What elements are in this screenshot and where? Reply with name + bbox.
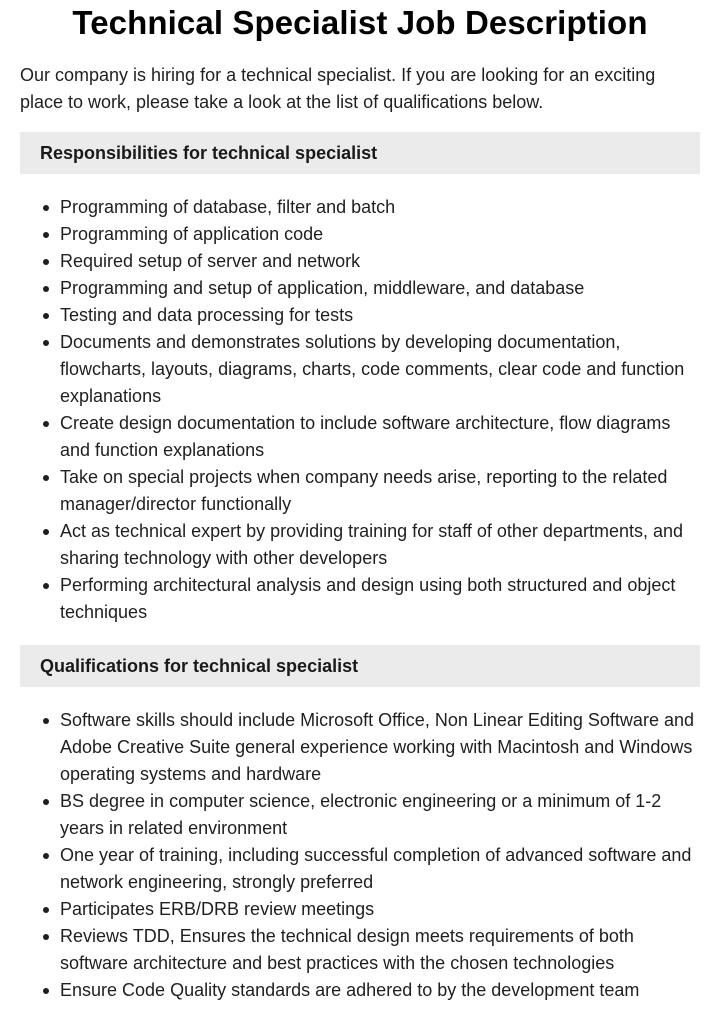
list-item-text: Create design documentation to include software architecture, flow diagrams and function explanations — [60, 413, 671, 460]
list-item-text: Take on special projects when company needs arise, reporting to the related manager/director functionally — [60, 467, 668, 514]
list-item — [60, 518, 700, 572]
list-item — [60, 329, 700, 410]
list-item — [60, 221, 700, 248]
list-item — [60, 977, 700, 1004]
list-item — [60, 194, 700, 221]
list-item — [60, 707, 700, 788]
list-item-text: Software skills should include Microsoft Office, Non Linear Editing Software and Adobe Creative Suite general experience working with Macintosh and Windows operating systems and hardware — [60, 710, 694, 784]
bullet-icon — [43, 988, 49, 994]
list-item — [60, 572, 700, 626]
bullet-icon — [43, 529, 49, 535]
list-item-text: Required setup of server and network — [60, 251, 361, 271]
responsibilities-list — [20, 194, 700, 626]
list-item-text: Programming of database, filter and batch — [60, 197, 396, 217]
bullet-icon — [43, 205, 49, 211]
list-item — [60, 842, 700, 896]
bullet-icon — [43, 421, 49, 427]
list-item — [60, 464, 700, 518]
list-item-text: Programming of application code — [60, 224, 324, 244]
list-item — [60, 896, 700, 923]
list-item-text: BS degree in computer science, electronic engineering or a minimum of 1-2 years in related environment — [60, 791, 662, 838]
qualifications-heading: Qualifications for technical specialist — [20, 645, 700, 687]
list-item-text: Participates ERB/DRB review meetings — [60, 899, 375, 919]
bullet-icon — [43, 583, 49, 589]
bullet-icon — [43, 853, 49, 859]
bullet-icon — [43, 799, 49, 805]
intro-paragraph: Our company is hiring for a technical specialist. If you are looking for an exciting place to work, please take a look at the list of qualifications below. — [20, 65, 656, 112]
list-item-text: Ensure Code Quality standards are adhered to by the development team — [60, 980, 640, 1000]
responsibilities-heading: Responsibilities for technical specialist — [20, 132, 700, 174]
list-item-text: Documents and demonstrates solutions by developing documentation, flowcharts, layouts, diagrams, charts, code comments, clear code and function explanations — [60, 332, 685, 406]
list-item — [60, 410, 700, 464]
list-item — [60, 302, 700, 329]
list-item-text: Performing architectural analysis and design using both structured and object techniques — [60, 575, 676, 622]
bullet-icon — [43, 340, 49, 346]
list-item — [60, 275, 700, 302]
list-item-text: Testing and data processing for tests — [60, 305, 354, 325]
list-item-text: Act as technical expert by providing training for staff of other departments, and sharing technology with other developers — [60, 521, 684, 568]
bullet-icon — [43, 259, 49, 265]
qualifications-list — [20, 707, 700, 1004]
bullet-icon — [43, 475, 49, 481]
bullet-icon — [43, 907, 49, 913]
bullet-icon — [43, 934, 49, 940]
list-item — [60, 923, 700, 977]
list-item-text: One year of training, including successful completion of advanced software and network engineering, strongly preferred — [60, 845, 692, 892]
list-item — [60, 248, 700, 275]
list-item-text: Reviews TDD, Ensures the technical design meets requirements of both software architecture and best practices with the chosen technologies — [60, 926, 634, 973]
list-item — [60, 788, 700, 842]
list-item-text: Programming and setup of application, middleware, and database — [60, 278, 585, 298]
bullet-icon — [43, 286, 49, 292]
bullet-icon — [43, 718, 49, 724]
page-title: Technical Specialist Job Description — [72, 4, 648, 41]
bullet-icon — [43, 313, 49, 319]
bullet-icon — [43, 232, 49, 238]
